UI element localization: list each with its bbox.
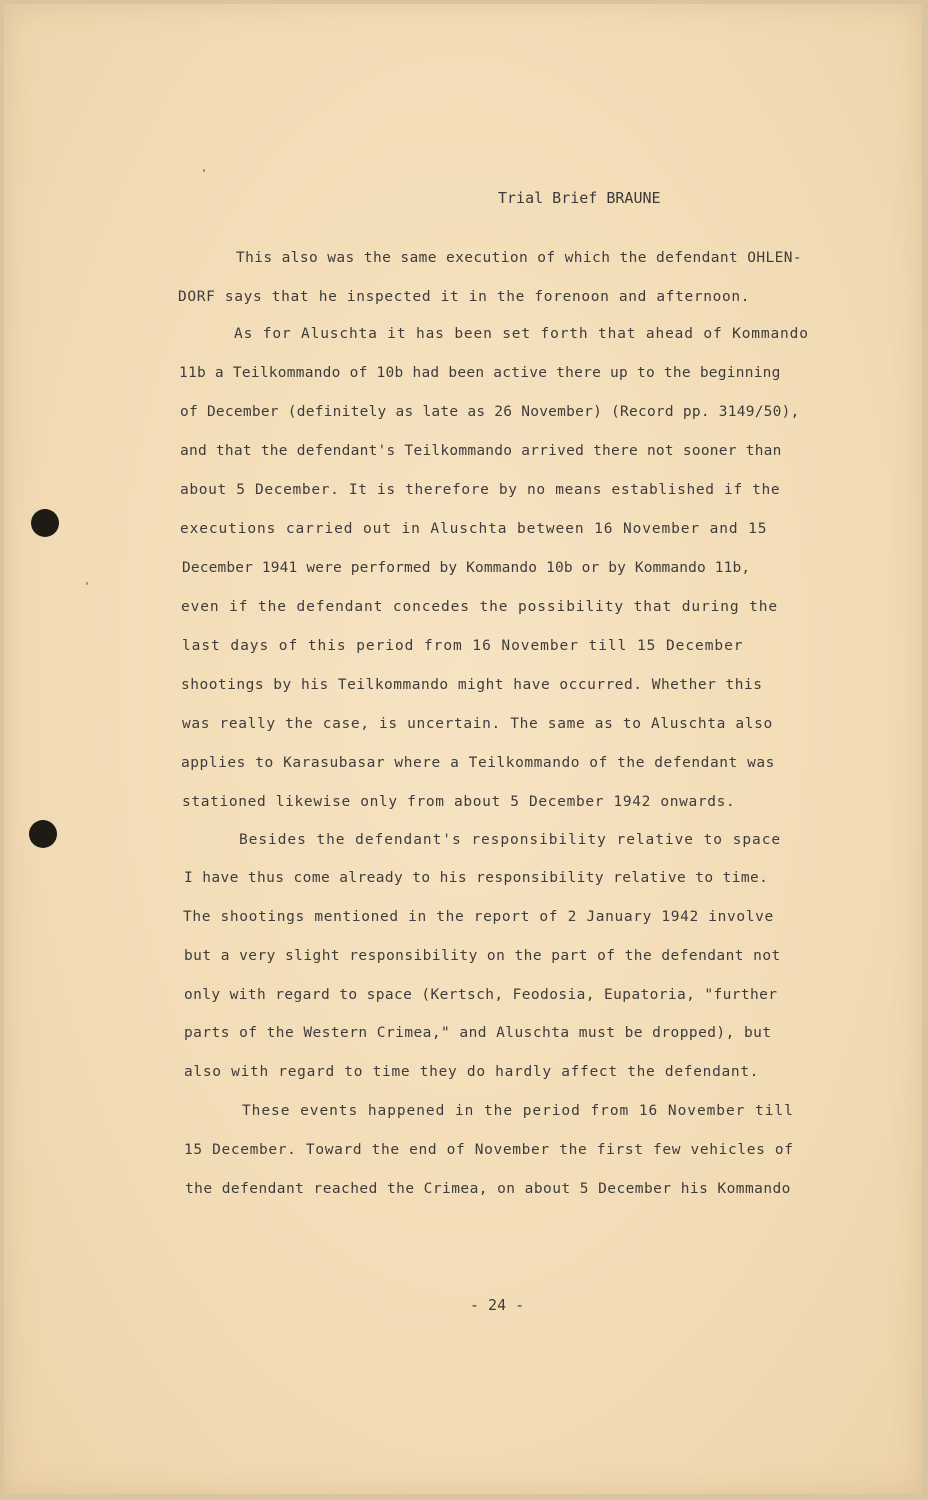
text-line: 15 December. Toward the end of November the first few vehicles of [184,1142,794,1158]
punch-hole-upper [31,509,59,537]
text-line: was really the case, is uncertain. The same as to Aluschta also [182,716,773,732]
text-line: even if the defendant concedes the possibility that during the [181,599,779,615]
text-line: also with regard to time they do hardly affect the defendant. [184,1064,760,1080]
text-line: I have thus come already to his responsibility relative to time. [184,870,769,886]
text-line: last days of this period from 16 November till 15 December [182,638,744,654]
text-line: These events happened in the period from 16 November till [242,1103,794,1119]
text-line: about 5 December. It is therefore by no means established if the [180,482,781,498]
text-line: December 1941 were performed by Kommando 10b or by Kommando 11b, [182,560,751,576]
text-line: shootings by his Teilkommando might have occurred. Whether this [181,677,763,693]
punch-hole-lower [29,820,57,848]
text-line: 11b a Teilkommando of 10b had been active there up to the beginning [179,365,781,381]
text-line: DORF says that he inspected it in the forenoon and afternoon. [178,289,751,305]
text-line: applies to Karasubasar where a Teilkommando of the defendant was [181,755,775,771]
paper-speck [203,169,205,172]
text-line: but a very slight responsibility on the part of the defendant not [184,948,781,964]
text-line: the defendant reached the Crimea, on about 5 December his Kommando [185,1181,791,1197]
text-line: only with regard to space (Kertsch, Feodosia, Eupatoria, "further [184,987,778,1003]
text-line: The shootings mentioned in the report of 2 January 1942 involve [183,909,774,925]
text-line: executions carried out in Aluschta between 16 November and 15 [180,521,768,537]
document-page [4,4,922,1494]
paper-speck [86,582,88,585]
text-line: and that the defendant's Teilkommando arrived there not sooner than [180,443,782,459]
text-line: Besides the defendant's responsibility relative to space [239,832,782,848]
page-number: - 24 - [470,1296,525,1314]
text-line: This also was the same execution of which the defendant OHLEN- [236,250,803,266]
text-line: parts of the Western Crimea," and Aluschta must be dropped), but [184,1025,772,1041]
text-line: stationed likewise only from about 5 December 1942 onwards. [182,794,736,810]
text-line: As for Aluschta it has been set forth that ahead of Kommando [234,326,809,342]
page-header: Trial Brief BRAUNE [498,189,661,207]
text-line: of December (definitely as late as 26 November) (Record pp. 3149/50), [180,404,800,420]
